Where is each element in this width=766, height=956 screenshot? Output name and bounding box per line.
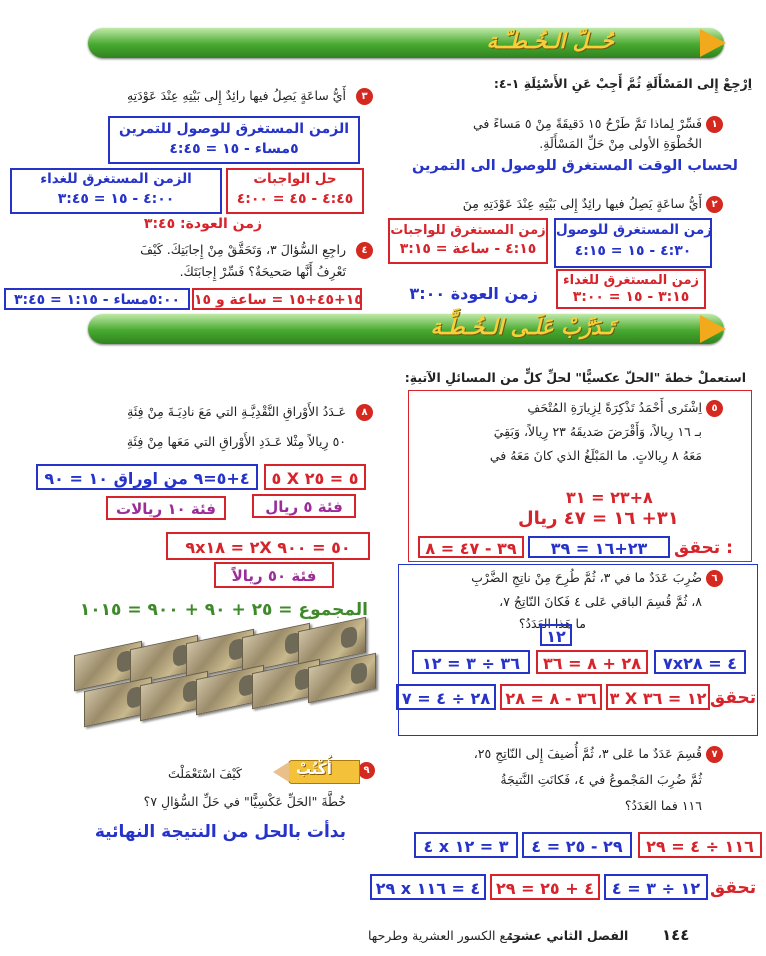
q7-check-label: تحقق [710,878,757,898]
q7-c3-box [370,874,486,900]
check-time: ٥:٠٠مساء - ١:١٥ = ٣:٤٥ [13,292,181,308]
q7-line3: ١١٦ فما العَدَدُ؟ [624,798,702,813]
q7-s2-box [522,832,632,858]
hw-calc: ٤:٤٥ - ٤٥ = ٤:٠٠ [236,190,354,207]
q6-c2: ٣٦ - ٨ = ٢٨ [505,689,597,708]
question-number: ٩ [358,762,375,779]
hw-label: حل الواجبات [253,171,337,187]
q6-c3: ٢٨ ÷ ٤ = ٧ [401,689,491,708]
q8-a: ٥ X ٥ = ٢٥ [271,469,359,488]
q8-cat5-box [252,494,356,518]
q7-s2: ٢٩ - ٢٥ = ٤ [531,837,623,856]
q7-s1: ١١٦ ÷ ٤ = ٢٩ [646,837,754,856]
question-number: ٦ [706,570,723,587]
q7-s1-box [638,832,762,858]
return-time-left: زمن العودة: ٣:٤٥ [143,216,262,232]
q6-line1: ضُرِبَ عَدَدٌ ما في ٣، ثُمَّ طُرِحَ مِنْ ناتِجِ الضَّرْبِ [471,570,702,585]
q3-text: أَيُّ ساعَةٍ يَصِلُ فيها رائِدٌ إِلى بَيْتِهِ عِنْدَ عَوْدَتِهِ [126,88,346,103]
q9-line2: خُطَّةَ "الحَلِّ عَكْسِيًّا" في حَلِّ السُّؤالِ ٧؟ [143,794,346,809]
lunch-label: زمن المستغرق للغداء [562,273,700,288]
train-calc: ٥مساء - ١٥ = ٤:٤٥ [169,141,299,157]
q7-c1: ١٢ ÷ ٣ = ٤ [611,879,701,898]
q6-answer-box [540,624,572,646]
lunch-label: الزمن المستغرق للغداء [40,171,192,187]
q5-check2: ٣٩ - ٤٧ = ٨ [425,539,517,558]
question-number: ٤ [356,242,373,259]
q1-line2: الخُطْوَةِ الأولى مِنْ حَلِّ المَسْأَلَةِ. [539,136,702,151]
q5-check-label: تحقق : [674,538,733,558]
q8-cat10: فئة ١٠ ريالات [116,500,216,518]
q5-line1: اِشْتَرى أَحْمَدُ تَذْكِرَةً لِزِيارَةِ المُتْحَفِ [527,400,702,415]
q6-s3: ٣٦ ÷ ٣ = ١٢ [422,654,520,673]
q6-answer: ١٢ [546,627,566,646]
question-number: ٥ [706,400,723,417]
q7-s3: ٤ x ٣ = ١٢ [423,837,509,856]
page-number: ١٤٤ [662,926,690,944]
q1-answer: لحساب الوقت المستغرق للوصول الى التمرين [411,158,738,174]
homework-label: زمن المستغرق للواجبات [390,223,546,238]
q7-c2-box [490,874,600,900]
practice-instruction: استعملْ خطةَ "الحلّ عكسيًّا" لحلِّ كلٍّ من المسائلِ الآتيةِ: [404,370,746,385]
lunch-calc: ٣:١٥ - ١٥ = ٣:٠٠ [572,289,690,305]
q8-cat5: فئة ٥ ريال [265,498,343,516]
instruction: اِرْجِعْ إِلى المَسْأَلَةِ ثُمَّ أَجِبْ عَنِ الأَسْئِلَةِ ١-٤: [493,76,752,91]
question-number: ٧ [706,746,723,763]
q6-c1: ٣ X ١٢ = ٣٦ [609,689,707,708]
q8-total: المجموع = ٢٥ + ٩٠ + ٩٠٠ = ١٠١٥ [79,600,368,620]
question-number: ٣ [356,88,373,105]
q8-line1: عَـدَدُ الأَوْراقِ النَّقْدِيَّـةِ التي مَعَ نادِيَـةَ مِنْ فِئَةِ [127,404,346,419]
arrival-label: زمن المستغرق للوصول [556,222,713,238]
check-time-box [4,288,190,310]
q8-cat10-box [106,496,226,520]
q7-line1: قُسِمَ عَدَدٌ ما عَلى ٣، ثُمَّ أُضيفَ إِلى النّاتِجِ ٢٥، [473,746,702,761]
banner-title: حُــلّ الـخُـطـّـة [486,29,614,53]
q6-c1-box [606,684,710,710]
q9-answer: بدأت بالحل من النتيجة النهائية [94,822,346,842]
q6-line3: ما هَذا العَدَدُ؟ [518,616,586,631]
q6-s1-box [654,650,746,674]
q7-c3: ٢٩ x ٤ = ١١٦ [375,879,481,898]
homework-box [388,218,548,264]
q8-c-box [166,532,370,560]
q6-c2-box [500,684,602,710]
q4-line1: راجِعِ السُّؤالَ ٣، وَتَحَقَّقْ مِنْ إِجابَتِكَ. كَيْفَ [140,242,346,257]
q6-check-label: تحقق [710,688,757,708]
question-number: ١ [706,116,723,133]
solve-plan-banner [88,28,724,58]
q7-line2: ثُمَّ ضُرِبَ المَجْموعُ في ٤، فَكانَتِ النَّتيجَةُ [500,772,702,787]
q6-line2: ٨، ثُمَّ قُسِمَ الباقي عَلى ٤ فَكانَ النّاتِجُ ٧، [499,594,702,609]
lunch-calc: ٤:٠٠ - ١٥ = ٣:٤٥ [57,190,175,207]
question-number: ٨ [356,404,373,421]
homework-calc: ٤:١٥ - ساعة = ٣:١٥ [399,241,537,257]
chapter-title: جمع الكسور العشرية وطرحها [368,928,522,943]
q6-c3-box [396,684,496,710]
q7-c1-box [604,874,708,900]
q7-c2: ٤ + ٢٥ = ٢٩ [496,879,594,898]
train-label: الزمن المستغرق للوصول للتمرين [118,121,350,137]
q5-line3: مَعَهُ ٨ رِيالاتٍ. ما المَبْلَغُ الذي كانَ مَعَهُ في [489,448,702,463]
q8-c: ٩x٢ = ١٨X ٥٠ = ٩٠٠ [185,538,351,557]
q8-line2: ٥٠ رِيالاً مِثْلا عَـدَدِ الأَوْراقِ التي مَعَها مِنْ فِئَةِ [126,434,346,449]
practice-plan-banner [88,314,724,344]
q5-step1: ٨+٢٣ = ٣١ [566,488,653,507]
q6-s3-box [412,650,530,674]
q6-s1: ٧x٤ = ٢٨ [663,654,737,673]
write-label: أُكْتُبْ [296,760,332,778]
return-time-right: زمن العودة ٣:٠٠ [409,284,538,303]
banner-arrow-icon [700,29,726,57]
q6-s2-box [536,650,648,674]
q4-line2: تَعْرِفُ أَنَّها صَحيحَةٌ؟ فَسِّرْ إِجابَتَكَ. [179,264,346,279]
q2-text: أَيُّ ساعَةٍ يَصِلُ فيها رائِدٌ إِلى بَيْتِهِ عِنْدَ عَوْدَتِهِ مِنَ [462,196,702,211]
q5-line2: بـ ١٦ رِيالاً، وَأَقْرَضَ صَديقَهُ ٢٣ رِيالاً، وَبَقِيَ [493,424,702,439]
lunch-box-left [10,168,222,214]
arrival-calc: ٤:٣٠ - ١٥ = ٤:١٥ [574,242,692,259]
hw-box [226,168,364,214]
question-number: ٢ [706,196,723,213]
q6-s2: ٢٨ + ٨ = ٣٦ [543,654,641,673]
q5-check1-box [528,536,670,558]
chapter-label: الفصل الثاني عشر: [508,928,629,943]
q8-b-box [36,464,258,490]
arrival-box [554,218,712,268]
q7-s3-box [414,832,518,858]
check-sum: ١٥+٤٥+١٥ = ساعة و ١٥ [194,292,363,308]
q1-line1: فَسِّرْ لِماذا تَمَّ طَرْحُ ١٥ دَقيقَةً مِنْ ٥ مَساءً في [472,116,702,131]
q8-a-box [264,464,366,490]
q8-b: ٤+٥=٩ من اوراق ١٠ = ٩٠ [44,469,250,488]
q5-check1: ٢٣+١٦ = ٣٩ [550,539,648,558]
train-box [108,116,360,164]
q8-cat50-box [214,562,334,588]
q8-cat50: فئة ٥٠ ريالاً [231,567,317,585]
lunch-box-right [556,269,706,309]
q5-step2: ٣١+ ١٦ = ٤٧ ريال [518,508,679,529]
q9-line1: كَيْفَ اسْتَعْمَلْتَ [167,766,242,781]
check-sum-box [192,288,362,310]
banner-title: تَـدَرَّبْ عَلَـى الـخُـطَّـة [430,315,614,339]
banner-arrow-icon [700,315,726,343]
q5-check2-box [418,536,524,558]
